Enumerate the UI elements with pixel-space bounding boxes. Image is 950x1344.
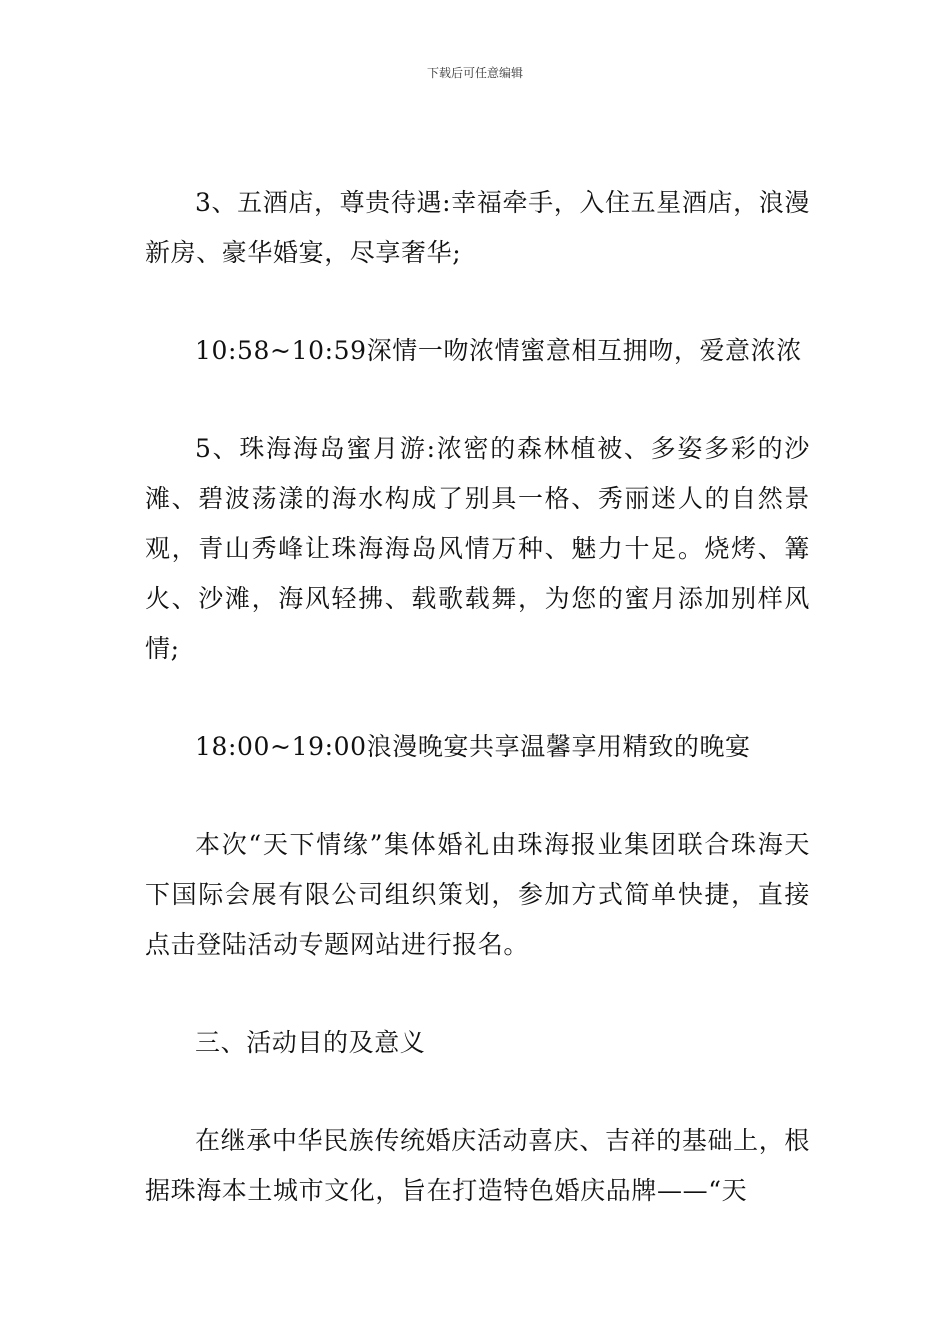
section-heading-purpose: 三、活动目的及意义 bbox=[195, 1028, 426, 1057]
paragraph-hotel-treatment: 3、五酒店，尊贵待遇:幸福牵手，入住五星酒店，浪漫新房、豪华婚宴，尽享奢华; bbox=[145, 188, 810, 267]
document-body bbox=[145, 178, 810, 1264]
page-header-note: 下载后可任意编辑 bbox=[426, 66, 523, 80]
paragraph-organizer-info: 本次“天下情缘”集体婚礼由珠海报业集团联合珠海天下国际会展有限公司组织策划，参加方式简单快捷，直接点击登陆活动专题网站进行报名。 bbox=[145, 830, 810, 959]
paragraph-kiss-schedule: 10:58~10:59深情一吻浓情蜜意相互拥吻，爱意浓浓 bbox=[195, 336, 802, 365]
paragraph-purpose-intro: 在继承中华民族传统婚庆活动喜庆、吉祥的基础上，根据珠海本土城市文化，旨在打造特色婚庆品牌——“天 bbox=[145, 1126, 810, 1205]
paragraph-dinner-schedule: 18:00~19:00浪漫晚宴共享温馨享用精致的晚宴 bbox=[195, 732, 751, 761]
paragraph-honeymoon-trip: 5、珠海海岛蜜月游:浓密的森林植被、多姿多彩的沙滩、碧波荡漾的海水构成了别具一格、秀丽迷人的自然景观，青山秀峰让珠海海岛风情万种、魅力十足。烧烤、篝火、沙滩，海风轻拂、载歌载舞，为您的蜜月添加别样风情; bbox=[145, 434, 810, 663]
